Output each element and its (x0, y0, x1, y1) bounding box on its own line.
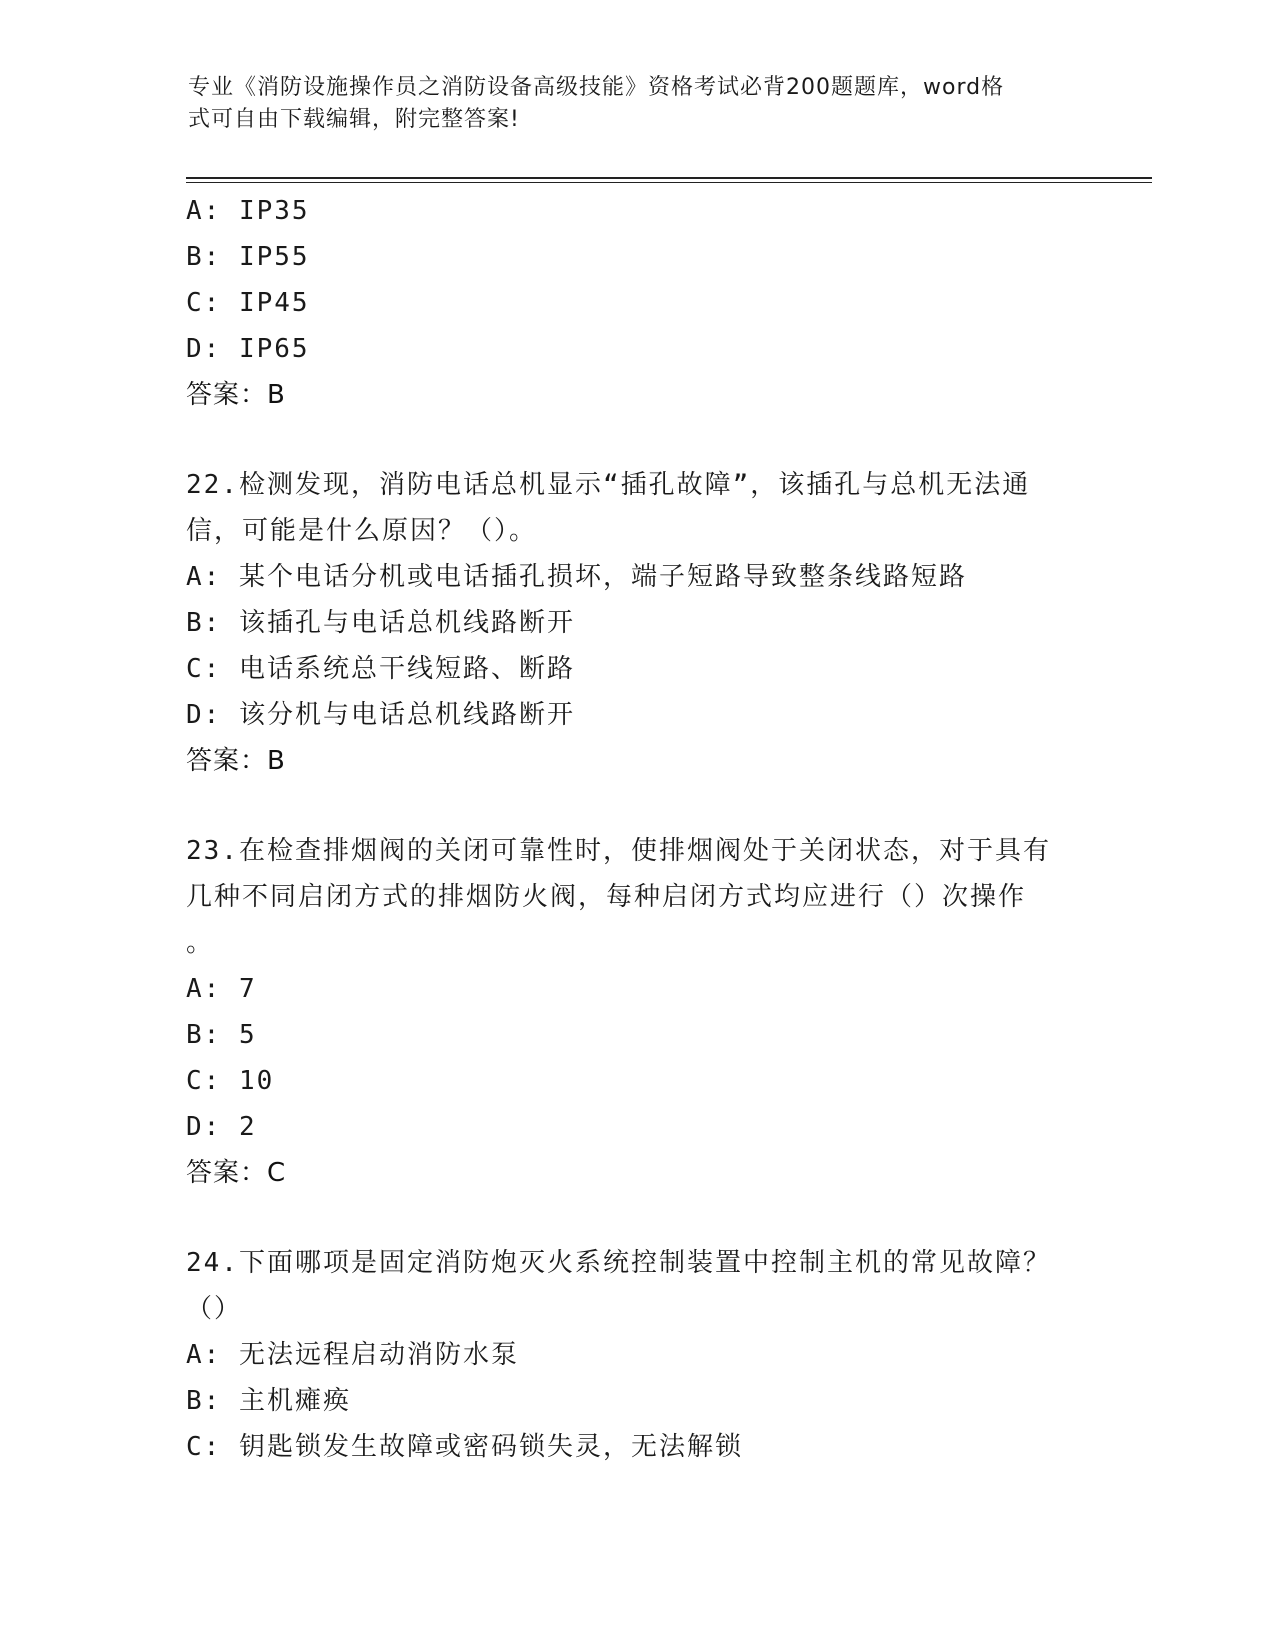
option-a: A: 某个电话分机或电话插孔损坏，端子短路导致整条线路短路 (186, 562, 967, 592)
question-stem-line: 22.检测发现，消防电话总机显示“插孔故障”，该插孔与总机无法通 (186, 470, 1031, 500)
question-21 (186, 188, 1146, 418)
question-stem-line: （） (186, 1294, 243, 1324)
option-a: A: IP35 (186, 196, 310, 226)
option-b: B: 5 (186, 1020, 257, 1050)
answer: 答案：C (186, 1158, 287, 1188)
option-d: D: 2 (186, 1112, 257, 1142)
option-b: B: 主机瘫痪 (186, 1386, 351, 1416)
option-d: D: IP65 (186, 334, 310, 364)
option-b: B: 该插孔与电话总机线路断开 (186, 608, 575, 638)
header-line-1: 专业《消防设施操作员之消防设备高级技能》资格考试必背200题题库，word格 (188, 75, 1005, 100)
question-stem-line: 23.在检查排烟阀的关闭可靠性时，使排烟阀处于关闭状态，对于具有 (186, 836, 1051, 866)
option-b: B: IP55 (186, 242, 310, 272)
option-d: D: 该分机与电话总机线路断开 (186, 700, 575, 730)
question-list (186, 188, 1146, 1470)
header-divider-thin (186, 182, 1152, 183)
option-c: C: 电话系统总干线短路、断路 (186, 654, 575, 684)
question-stem-line: 24.下面哪项是固定消防炮灭火系统控制装置中控制主机的常见故障？ (186, 1248, 1051, 1278)
option-a: A: 无法远程启动消防水泵 (186, 1340, 519, 1370)
question-22 (186, 462, 1146, 784)
answer: 答案：B (186, 380, 286, 410)
option-c: C: IP45 (186, 288, 310, 318)
question-23 (186, 828, 1146, 1196)
document-header (188, 72, 1068, 136)
header-divider-thick (186, 177, 1152, 179)
header-line-2: 式可自由下载编辑，附完整答案! (188, 107, 520, 132)
option-a: A: 7 (186, 974, 257, 1004)
question-stem-line: 几种不同启闭方式的排烟防火阀，每种启闭方式均应进行（）次操作 (186, 882, 1027, 912)
question-24 (186, 1240, 1146, 1470)
option-c: C: 10 (186, 1066, 275, 1096)
answer: 答案：B (186, 746, 286, 776)
question-stem-line: 。 (186, 928, 215, 958)
option-c: C: 钥匙锁发生故障或密码锁失灵，无法解锁 (186, 1432, 743, 1462)
question-stem-line: 信，可能是什么原因？（）。 (186, 516, 538, 546)
